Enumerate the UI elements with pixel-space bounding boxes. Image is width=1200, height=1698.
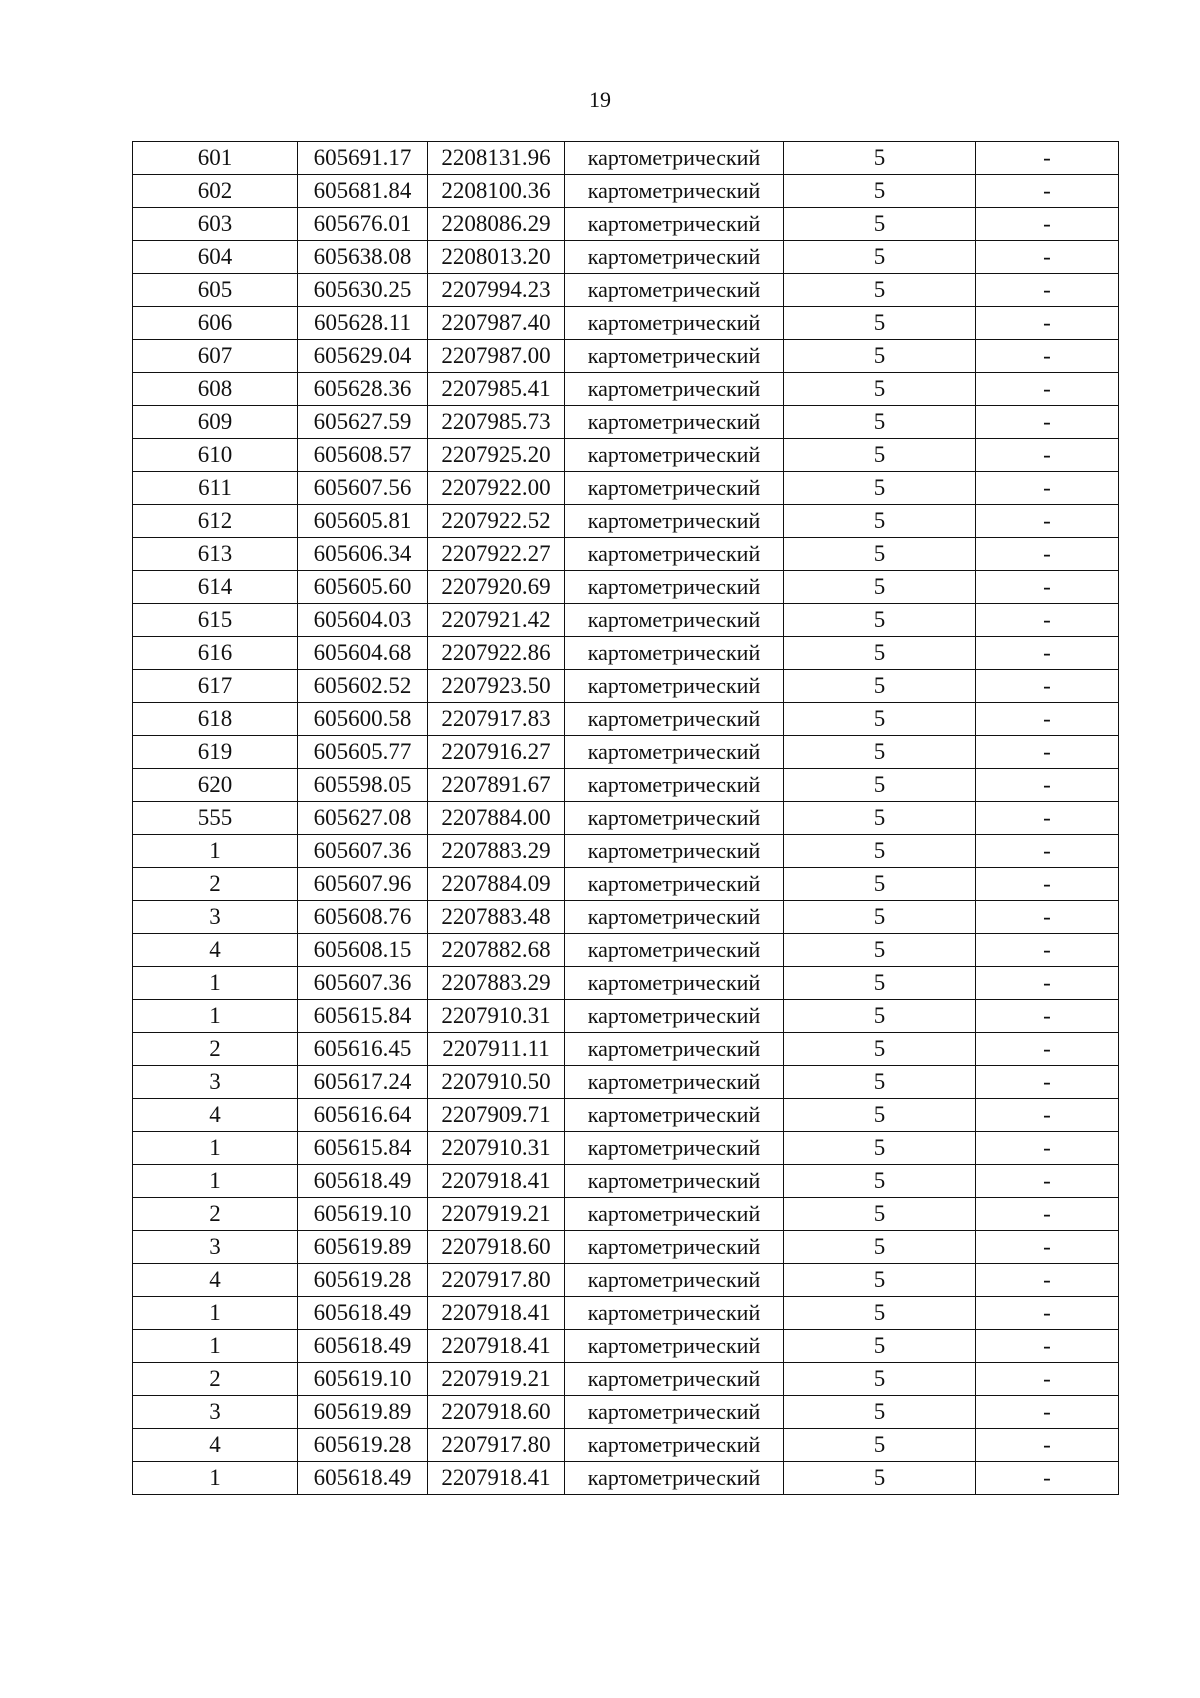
point-number-cell: 608	[133, 373, 298, 406]
point-number-cell: 617	[133, 670, 298, 703]
point-number-cell: 2	[133, 868, 298, 901]
accuracy-cell: 5	[784, 1396, 976, 1429]
x-coordinate-cell: 605619.10	[298, 1363, 428, 1396]
table-row	[133, 670, 1119, 703]
y-coordinate-cell: 2207918.41	[428, 1330, 565, 1363]
x-coordinate-cell: 605615.84	[298, 1132, 428, 1165]
method-cell: картометрический	[565, 1429, 784, 1462]
y-coordinate-cell: 2207910.50	[428, 1066, 565, 1099]
note-cell: -	[976, 1099, 1119, 1132]
x-coordinate-cell: 605628.11	[298, 307, 428, 340]
accuracy-cell: 5	[784, 241, 976, 274]
y-coordinate-cell: 2207918.60	[428, 1396, 565, 1429]
point-number-cell: 615	[133, 604, 298, 637]
method-cell: картометрический	[565, 439, 784, 472]
table-row	[133, 1231, 1119, 1264]
x-coordinate-cell: 605619.28	[298, 1264, 428, 1297]
x-coordinate-cell: 605619.89	[298, 1231, 428, 1264]
method-cell: картометрический	[565, 406, 784, 439]
method-cell: картометрический	[565, 835, 784, 868]
y-coordinate-cell: 2207925.20	[428, 439, 565, 472]
point-number-cell: 1	[133, 1297, 298, 1330]
table-row	[133, 1132, 1119, 1165]
y-coordinate-cell: 2207883.29	[428, 835, 565, 868]
table-row	[133, 703, 1119, 736]
page-number: 19	[589, 87, 611, 112]
note-cell: -	[976, 1231, 1119, 1264]
y-coordinate-cell: 2207911.11	[428, 1033, 565, 1066]
table-row	[133, 1033, 1119, 1066]
y-coordinate-cell: 2207923.50	[428, 670, 565, 703]
point-number-cell: 609	[133, 406, 298, 439]
note-cell: -	[976, 1330, 1119, 1363]
method-cell: картометрический	[565, 868, 784, 901]
method-cell: картометрический	[565, 1066, 784, 1099]
y-coordinate-cell: 2208013.20	[428, 241, 565, 274]
method-cell: картометрический	[565, 604, 784, 637]
y-coordinate-cell: 2207922.00	[428, 472, 565, 505]
table-row	[133, 538, 1119, 571]
method-cell: картометрический	[565, 274, 784, 307]
y-coordinate-cell: 2207918.41	[428, 1165, 565, 1198]
note-cell: -	[976, 802, 1119, 835]
point-number-cell: 607	[133, 340, 298, 373]
y-coordinate-cell: 2208131.96	[428, 142, 565, 175]
note-cell: -	[976, 604, 1119, 637]
table-row	[133, 835, 1119, 868]
note-cell: -	[976, 1000, 1119, 1033]
accuracy-cell: 5	[784, 1033, 976, 1066]
x-coordinate-cell: 605605.77	[298, 736, 428, 769]
table-row	[133, 637, 1119, 670]
method-cell: картометрический	[565, 472, 784, 505]
accuracy-cell: 5	[784, 1363, 976, 1396]
y-coordinate-cell: 2207884.00	[428, 802, 565, 835]
point-number-cell: 2	[133, 1363, 298, 1396]
table-row	[133, 1066, 1119, 1099]
accuracy-cell: 5	[784, 406, 976, 439]
note-cell: -	[976, 505, 1119, 538]
x-coordinate-cell: 605608.57	[298, 439, 428, 472]
table-row	[133, 307, 1119, 340]
y-coordinate-cell: 2207987.40	[428, 307, 565, 340]
accuracy-cell: 5	[784, 373, 976, 406]
method-cell: картометрический	[565, 1165, 784, 1198]
method-cell: картометрический	[565, 175, 784, 208]
note-cell: -	[976, 406, 1119, 439]
accuracy-cell: 5	[784, 1429, 976, 1462]
x-coordinate-cell: 605615.84	[298, 1000, 428, 1033]
note-cell: -	[976, 1462, 1119, 1495]
y-coordinate-cell: 2207921.42	[428, 604, 565, 637]
table-row	[133, 1363, 1119, 1396]
table-body	[133, 142, 1119, 1495]
x-coordinate-cell: 605607.36	[298, 835, 428, 868]
note-cell: -	[976, 175, 1119, 208]
x-coordinate-cell: 605607.96	[298, 868, 428, 901]
note-cell: -	[976, 934, 1119, 967]
x-coordinate-cell: 605607.56	[298, 472, 428, 505]
point-number-cell: 1	[133, 1132, 298, 1165]
note-cell: -	[976, 571, 1119, 604]
table-row	[133, 208, 1119, 241]
method-cell: картометрический	[565, 373, 784, 406]
table-row	[133, 175, 1119, 208]
x-coordinate-cell: 605618.49	[298, 1330, 428, 1363]
accuracy-cell: 5	[784, 868, 976, 901]
table-row	[133, 1099, 1119, 1132]
table-row	[133, 439, 1119, 472]
point-number-cell: 4	[133, 934, 298, 967]
note-cell: -	[976, 340, 1119, 373]
point-number-cell: 614	[133, 571, 298, 604]
accuracy-cell: 5	[784, 142, 976, 175]
method-cell: картометрический	[565, 769, 784, 802]
accuracy-cell: 5	[784, 604, 976, 637]
y-coordinate-cell: 2207920.69	[428, 571, 565, 604]
x-coordinate-cell: 605604.03	[298, 604, 428, 637]
point-number-cell: 610	[133, 439, 298, 472]
x-coordinate-cell: 605627.08	[298, 802, 428, 835]
point-number-cell: 1	[133, 967, 298, 1000]
accuracy-cell: 5	[784, 340, 976, 373]
point-number-cell: 602	[133, 175, 298, 208]
note-cell: -	[976, 1198, 1119, 1231]
point-number-cell: 3	[133, 1231, 298, 1264]
y-coordinate-cell: 2207985.41	[428, 373, 565, 406]
table-row	[133, 802, 1119, 835]
method-cell: картометрический	[565, 934, 784, 967]
accuracy-cell: 5	[784, 1462, 976, 1495]
note-cell: -	[976, 1363, 1119, 1396]
x-coordinate-cell: 605605.60	[298, 571, 428, 604]
table-row	[133, 505, 1119, 538]
point-number-cell: 606	[133, 307, 298, 340]
note-cell: -	[976, 241, 1119, 274]
x-coordinate-cell: 605618.49	[298, 1165, 428, 1198]
method-cell: картометрический	[565, 505, 784, 538]
table-row	[133, 472, 1119, 505]
y-coordinate-cell: 2207910.31	[428, 1132, 565, 1165]
method-cell: картометрический	[565, 670, 784, 703]
note-cell: -	[976, 439, 1119, 472]
method-cell: картометрический	[565, 1297, 784, 1330]
y-coordinate-cell: 2207922.27	[428, 538, 565, 571]
table-row	[133, 901, 1119, 934]
method-cell: картометрический	[565, 142, 784, 175]
accuracy-cell: 5	[784, 1297, 976, 1330]
note-cell: -	[976, 637, 1119, 670]
accuracy-cell: 5	[784, 439, 976, 472]
accuracy-cell: 5	[784, 835, 976, 868]
table-row	[133, 1330, 1119, 1363]
accuracy-cell: 5	[784, 703, 976, 736]
y-coordinate-cell: 2207918.41	[428, 1297, 565, 1330]
x-coordinate-cell: 605616.64	[298, 1099, 428, 1132]
note-cell: -	[976, 769, 1119, 802]
point-number-cell: 604	[133, 241, 298, 274]
x-coordinate-cell: 605676.01	[298, 208, 428, 241]
point-number-cell: 1	[133, 1462, 298, 1495]
point-number-cell: 2	[133, 1198, 298, 1231]
accuracy-cell: 5	[784, 1000, 976, 1033]
x-coordinate-cell: 605618.49	[298, 1462, 428, 1495]
y-coordinate-cell: 2207883.29	[428, 967, 565, 1000]
x-coordinate-cell: 605607.36	[298, 967, 428, 1000]
table-row	[133, 736, 1119, 769]
note-cell: -	[976, 472, 1119, 505]
accuracy-cell: 5	[784, 571, 976, 604]
table-row	[133, 1462, 1119, 1495]
x-coordinate-cell: 605619.10	[298, 1198, 428, 1231]
method-cell: картометрический	[565, 1363, 784, 1396]
method-cell: картометрический	[565, 340, 784, 373]
y-coordinate-cell: 2207909.71	[428, 1099, 565, 1132]
accuracy-cell: 5	[784, 769, 976, 802]
point-number-cell: 601	[133, 142, 298, 175]
note-cell: -	[976, 1297, 1119, 1330]
table-row	[133, 1297, 1119, 1330]
table-row	[133, 406, 1119, 439]
x-coordinate-cell: 605606.34	[298, 538, 428, 571]
accuracy-cell: 5	[784, 307, 976, 340]
note-cell: -	[976, 967, 1119, 1000]
note-cell: -	[976, 736, 1119, 769]
y-coordinate-cell: 2207917.83	[428, 703, 565, 736]
x-coordinate-cell: 605619.28	[298, 1429, 428, 1462]
y-coordinate-cell: 2208086.29	[428, 208, 565, 241]
y-coordinate-cell: 2207919.21	[428, 1363, 565, 1396]
method-cell: картометрический	[565, 208, 784, 241]
note-cell: -	[976, 373, 1119, 406]
point-number-cell: 4	[133, 1429, 298, 1462]
y-coordinate-cell: 2207916.27	[428, 736, 565, 769]
y-coordinate-cell: 2207883.48	[428, 901, 565, 934]
note-cell: -	[976, 274, 1119, 307]
method-cell: картометрический	[565, 703, 784, 736]
point-number-cell: 612	[133, 505, 298, 538]
accuracy-cell: 5	[784, 736, 976, 769]
accuracy-cell: 5	[784, 1231, 976, 1264]
accuracy-cell: 5	[784, 208, 976, 241]
x-coordinate-cell: 605619.89	[298, 1396, 428, 1429]
table-row	[133, 769, 1119, 802]
table-row	[133, 934, 1119, 967]
point-number-cell: 555	[133, 802, 298, 835]
method-cell: картометрический	[565, 1264, 784, 1297]
point-number-cell: 619	[133, 736, 298, 769]
table-row	[133, 1429, 1119, 1462]
x-coordinate-cell: 605598.05	[298, 769, 428, 802]
point-number-cell: 1	[133, 1165, 298, 1198]
method-cell: картометрический	[565, 736, 784, 769]
note-cell: -	[976, 670, 1119, 703]
note-cell: -	[976, 703, 1119, 736]
table-row	[133, 274, 1119, 307]
method-cell: картометрический	[565, 802, 784, 835]
x-coordinate-cell: 605617.24	[298, 1066, 428, 1099]
table-row	[133, 241, 1119, 274]
note-cell: -	[976, 208, 1119, 241]
table-row	[133, 967, 1119, 1000]
y-coordinate-cell: 2207922.86	[428, 637, 565, 670]
point-number-cell: 3	[133, 1396, 298, 1429]
method-cell: картометрический	[565, 307, 784, 340]
x-coordinate-cell: 605608.15	[298, 934, 428, 967]
method-cell: картометрический	[565, 1396, 784, 1429]
method-cell: картометрический	[565, 1231, 784, 1264]
accuracy-cell: 5	[784, 1132, 976, 1165]
accuracy-cell: 5	[784, 1066, 976, 1099]
point-number-cell: 3	[133, 1066, 298, 1099]
coordinates-table	[132, 141, 1119, 1495]
point-number-cell: 2	[133, 1033, 298, 1066]
method-cell: картометрический	[565, 1462, 784, 1495]
y-coordinate-cell: 2207994.23	[428, 274, 565, 307]
method-cell: картометрический	[565, 538, 784, 571]
method-cell: картометрический	[565, 1033, 784, 1066]
note-cell: -	[976, 1396, 1119, 1429]
y-coordinate-cell: 2207918.41	[428, 1462, 565, 1495]
accuracy-cell: 5	[784, 538, 976, 571]
accuracy-cell: 5	[784, 274, 976, 307]
x-coordinate-cell: 605691.17	[298, 142, 428, 175]
note-cell: -	[976, 1066, 1119, 1099]
y-coordinate-cell: 2207985.73	[428, 406, 565, 439]
x-coordinate-cell: 605600.58	[298, 703, 428, 736]
point-number-cell: 603	[133, 208, 298, 241]
table-row	[133, 1264, 1119, 1297]
note-cell: -	[976, 901, 1119, 934]
method-cell: картометрический	[565, 1132, 784, 1165]
table-row	[133, 1000, 1119, 1033]
accuracy-cell: 5	[784, 967, 976, 1000]
y-coordinate-cell: 2207891.67	[428, 769, 565, 802]
point-number-cell: 616	[133, 637, 298, 670]
table-row	[133, 868, 1119, 901]
x-coordinate-cell: 605629.04	[298, 340, 428, 373]
table-row	[133, 1396, 1119, 1429]
point-number-cell: 4	[133, 1099, 298, 1132]
x-coordinate-cell: 605681.84	[298, 175, 428, 208]
accuracy-cell: 5	[784, 802, 976, 835]
point-number-cell: 3	[133, 901, 298, 934]
accuracy-cell: 5	[784, 670, 976, 703]
x-coordinate-cell: 605627.59	[298, 406, 428, 439]
y-coordinate-cell: 2207910.31	[428, 1000, 565, 1033]
x-coordinate-cell: 605608.76	[298, 901, 428, 934]
accuracy-cell: 5	[784, 934, 976, 967]
table-row	[133, 1165, 1119, 1198]
note-cell: -	[976, 835, 1119, 868]
y-coordinate-cell: 2207884.09	[428, 868, 565, 901]
y-coordinate-cell: 2207918.60	[428, 1231, 565, 1264]
point-number-cell: 4	[133, 1264, 298, 1297]
method-cell: картометрический	[565, 571, 784, 604]
x-coordinate-cell: 605618.49	[298, 1297, 428, 1330]
accuracy-cell: 5	[784, 901, 976, 934]
point-number-cell: 1	[133, 1330, 298, 1363]
accuracy-cell: 5	[784, 1165, 976, 1198]
y-coordinate-cell: 2207987.00	[428, 340, 565, 373]
table-row	[133, 142, 1119, 175]
method-cell: картометрический	[565, 1198, 784, 1231]
method-cell: картометрический	[565, 967, 784, 1000]
accuracy-cell: 5	[784, 1198, 976, 1231]
y-coordinate-cell: 2207917.80	[428, 1429, 565, 1462]
y-coordinate-cell: 2207882.68	[428, 934, 565, 967]
point-number-cell: 1	[133, 835, 298, 868]
accuracy-cell: 5	[784, 1099, 976, 1132]
x-coordinate-cell: 605604.68	[298, 637, 428, 670]
table-row	[133, 1198, 1119, 1231]
accuracy-cell: 5	[784, 637, 976, 670]
note-cell: -	[976, 1132, 1119, 1165]
note-cell: -	[976, 307, 1119, 340]
note-cell: -	[976, 1429, 1119, 1462]
accuracy-cell: 5	[784, 1264, 976, 1297]
note-cell: -	[976, 142, 1119, 175]
point-number-cell: 605	[133, 274, 298, 307]
point-number-cell: 611	[133, 472, 298, 505]
y-coordinate-cell: 2207919.21	[428, 1198, 565, 1231]
x-coordinate-cell: 605605.81	[298, 505, 428, 538]
y-coordinate-cell: 2208100.36	[428, 175, 565, 208]
accuracy-cell: 5	[784, 505, 976, 538]
method-cell: картометрический	[565, 241, 784, 274]
x-coordinate-cell: 605602.52	[298, 670, 428, 703]
table-row	[133, 604, 1119, 637]
point-number-cell: 1	[133, 1000, 298, 1033]
note-cell: -	[976, 868, 1119, 901]
note-cell: -	[976, 538, 1119, 571]
table-row	[133, 340, 1119, 373]
method-cell: картометрический	[565, 1000, 784, 1033]
accuracy-cell: 5	[784, 1330, 976, 1363]
x-coordinate-cell: 605638.08	[298, 241, 428, 274]
point-number-cell: 618	[133, 703, 298, 736]
method-cell: картометрический	[565, 1099, 784, 1132]
method-cell: картометрический	[565, 1330, 784, 1363]
table-row	[133, 571, 1119, 604]
x-coordinate-cell: 605616.45	[298, 1033, 428, 1066]
table-row	[133, 373, 1119, 406]
note-cell: -	[976, 1165, 1119, 1198]
note-cell: -	[976, 1264, 1119, 1297]
method-cell: картометрический	[565, 901, 784, 934]
accuracy-cell: 5	[784, 175, 976, 208]
y-coordinate-cell: 2207917.80	[428, 1264, 565, 1297]
point-number-cell: 613	[133, 538, 298, 571]
x-coordinate-cell: 605630.25	[298, 274, 428, 307]
method-cell: картометрический	[565, 637, 784, 670]
y-coordinate-cell: 2207922.52	[428, 505, 565, 538]
point-number-cell: 620	[133, 769, 298, 802]
x-coordinate-cell: 605628.36	[298, 373, 428, 406]
note-cell: -	[976, 1033, 1119, 1066]
accuracy-cell: 5	[784, 472, 976, 505]
